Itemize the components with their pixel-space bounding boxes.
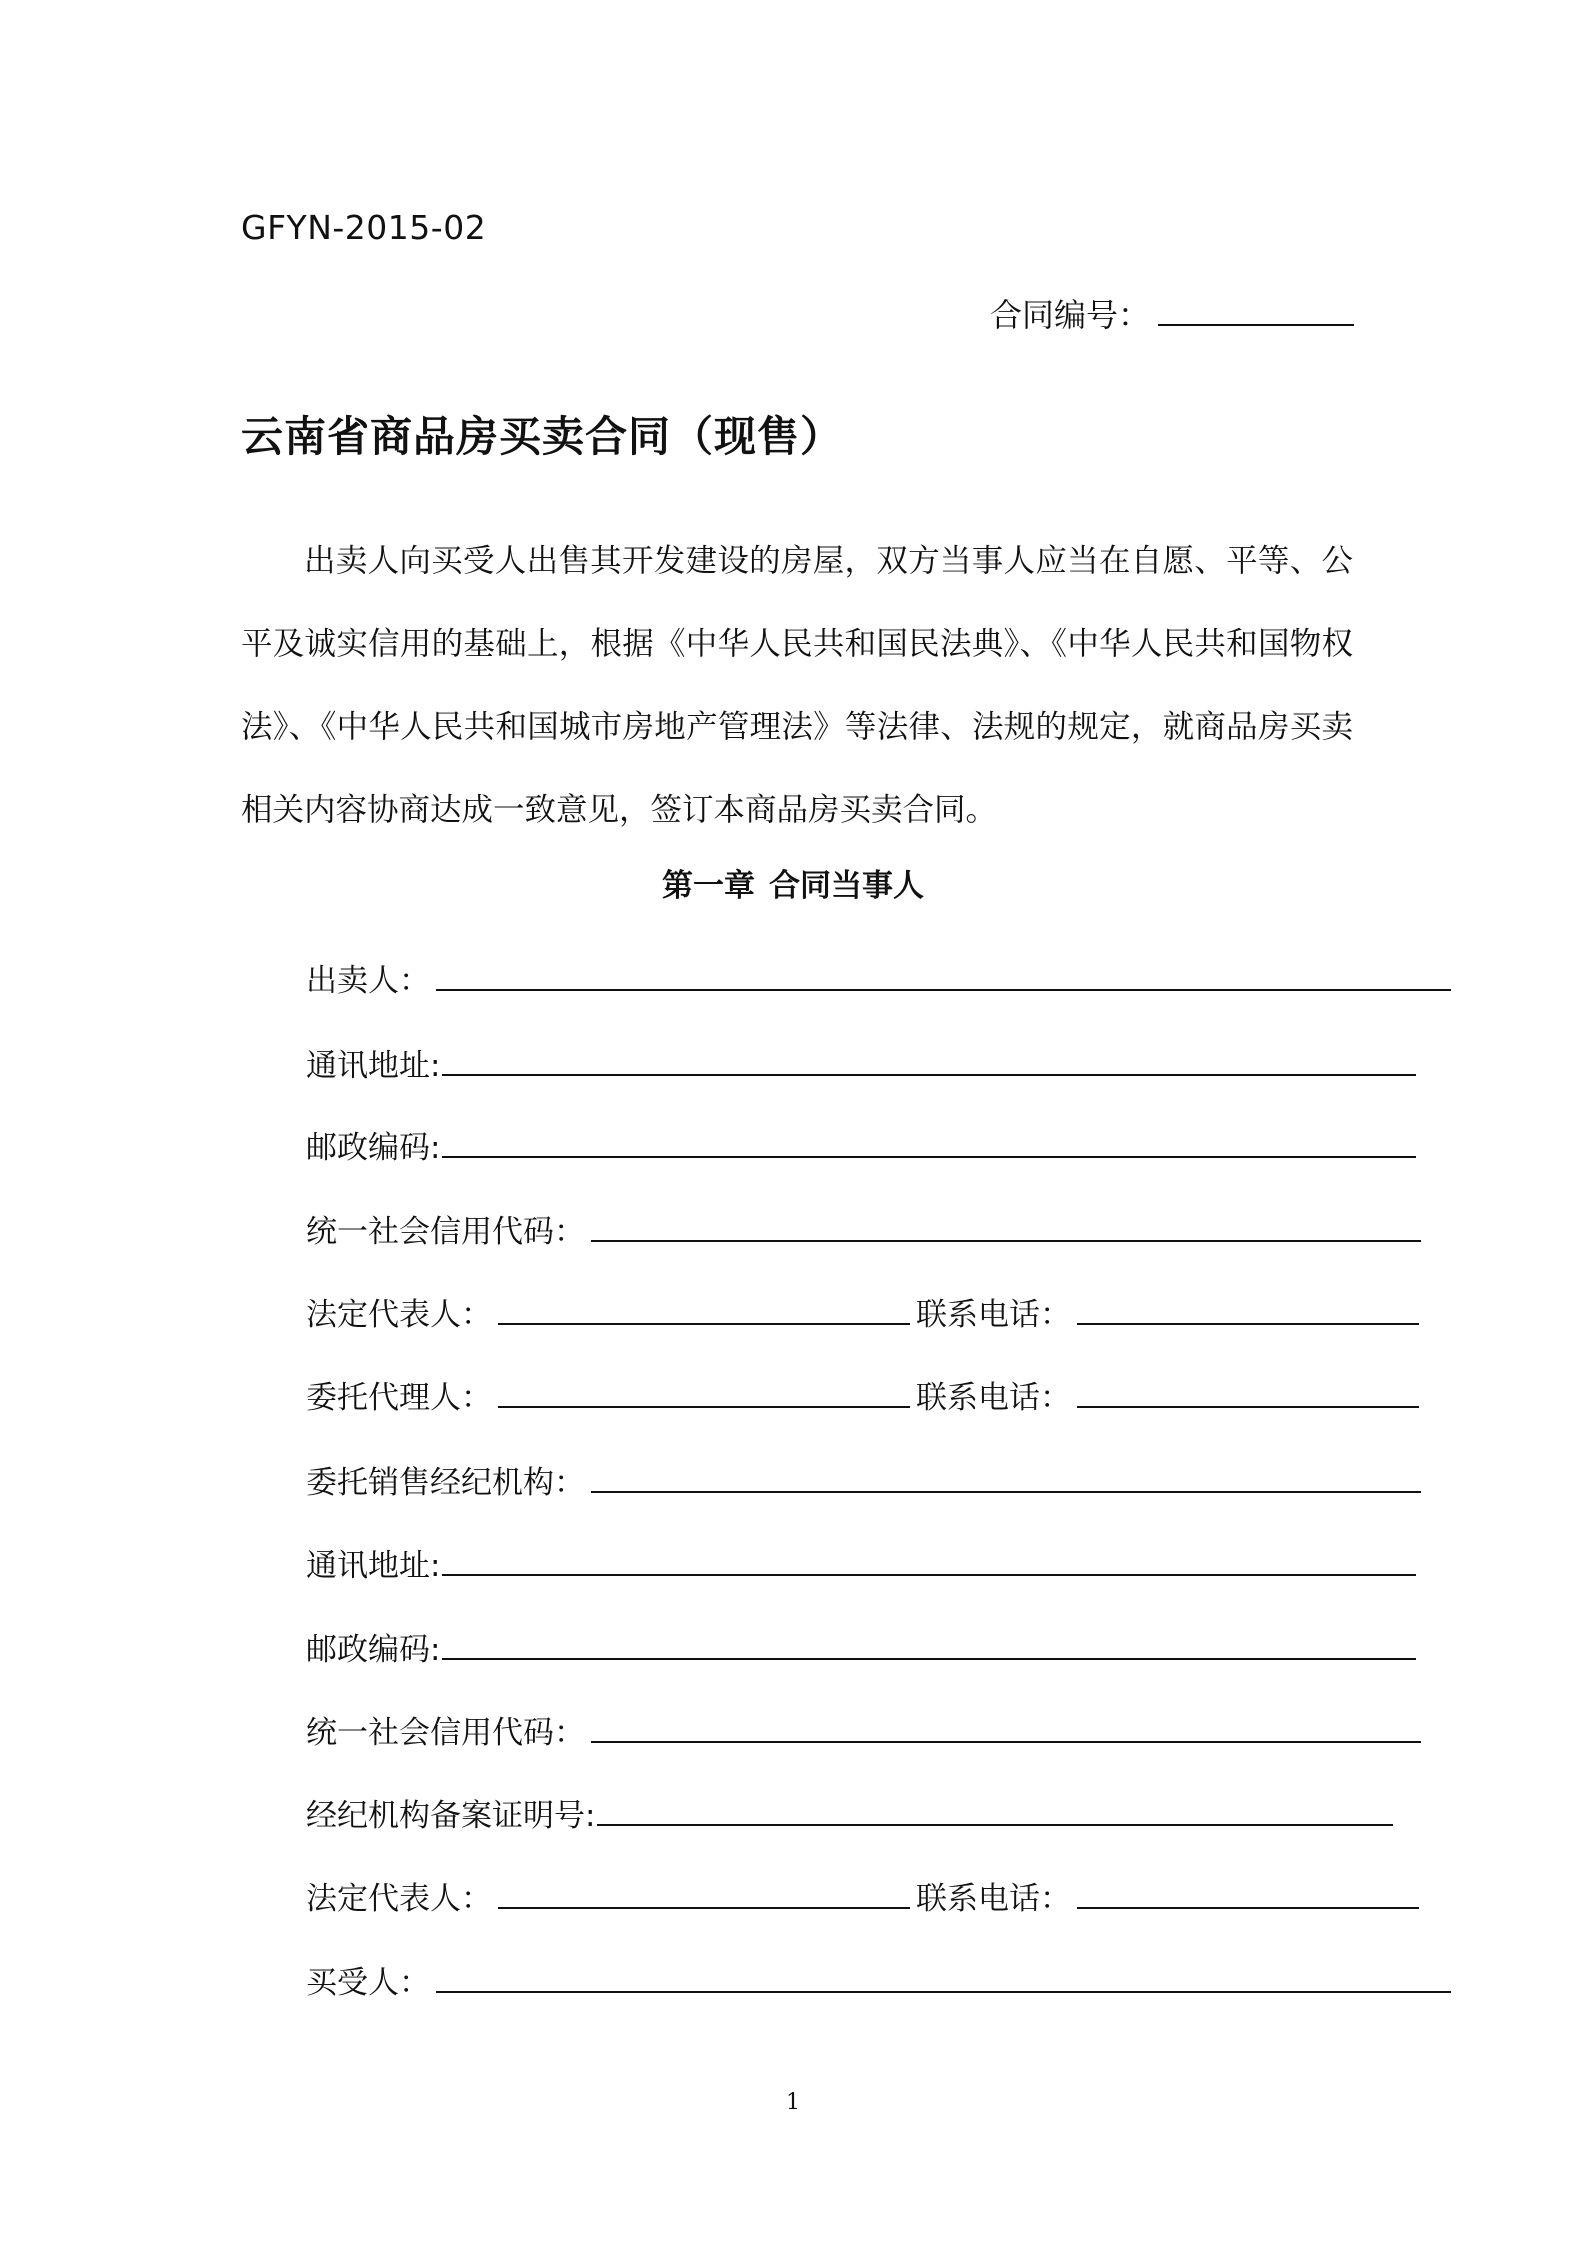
field-blank <box>436 1971 1451 1993</box>
field-blank-phone <box>1077 1303 1419 1325</box>
field-blank <box>442 1054 1416 1076</box>
field-label: 委托代理人： <box>306 1380 492 1416</box>
field-postcode-1 <box>306 1122 1416 1167</box>
field-blank <box>442 1554 1416 1576</box>
chapter-heading <box>0 860 1586 905</box>
field-blank-phone <box>1077 1887 1419 1909</box>
chapter-title: 合同当事人 <box>769 868 924 904</box>
field-blank <box>498 1303 910 1325</box>
field-label: 统一社会信用代码： <box>306 1214 585 1250</box>
field-agent <box>306 1372 1419 1417</box>
field-label: 邮政编码: <box>306 1130 441 1166</box>
field-blank <box>498 1386 910 1408</box>
contract-number-blank <box>1158 302 1354 326</box>
field-address-2 <box>306 1540 1416 1585</box>
field-blank <box>591 1471 1421 1493</box>
field-buyer <box>306 1957 1451 2002</box>
field-blank-phone <box>1077 1386 1419 1408</box>
field-postcode-2 <box>306 1624 1416 1669</box>
field-label: 邮政编码: <box>306 1632 441 1668</box>
intro-paragraph: 出卖人向买受人出售其开发建设的房屋，双方当事人应当在自愿、平等、公平及诚实信用的基础上，根据《中华人民共和国民法典》、《中华人民共和国物权法》、《中华人民共和国城市房地产管理法》等法律、法规的规定，就商品房买卖相关内容协商达成一致意见，签订本商品房买卖合同。 <box>241 543 1353 828</box>
field-blank <box>442 1638 1416 1660</box>
field-blank <box>591 1721 1421 1743</box>
field-label: 经纪机构备案证明号: <box>306 1798 596 1834</box>
document-code: GFYN-2015-02 <box>241 208 487 247</box>
field-label: 出卖人： <box>306 963 430 999</box>
field-label: 通讯地址: <box>306 1048 441 1084</box>
field-blank <box>597 1804 1393 1826</box>
contract-number-label: 合同编号： <box>990 296 1151 334</box>
field-blank <box>436 969 1451 991</box>
field-label: 法定代表人： <box>306 1297 492 1333</box>
field-label: 委托销售经纪机构： <box>306 1465 585 1501</box>
field-blank <box>591 1220 1421 1242</box>
contract-number-field <box>990 290 1354 336</box>
field-blank <box>498 1887 910 1909</box>
field-label-phone: 联系电话： <box>916 1380 1071 1416</box>
page-number: 1 <box>786 2090 800 2115</box>
field-label-phone: 联系电话： <box>916 1881 1071 1917</box>
field-blank <box>442 1136 1416 1158</box>
field-credit-code-2 <box>306 1707 1421 1752</box>
field-legal-rep-1 <box>306 1289 1419 1334</box>
field-label: 买受人： <box>306 1965 430 2001</box>
field-agency-record-no <box>306 1790 1393 1835</box>
field-seller <box>306 955 1451 1000</box>
document-title: 云南省商品房买卖合同（现售） <box>241 412 844 461</box>
field-sales-agency <box>306 1457 1421 1502</box>
field-label: 法定代表人： <box>306 1881 492 1917</box>
chapter-number: 第一章 <box>662 868 755 904</box>
field-address-1 <box>306 1040 1416 1085</box>
field-legal-rep-2 <box>306 1873 1419 1918</box>
field-label: 通讯地址: <box>306 1548 441 1584</box>
field-label: 统一社会信用代码： <box>306 1715 585 1751</box>
field-label-phone: 联系电话： <box>916 1297 1071 1333</box>
field-credit-code-1 <box>306 1206 1421 1251</box>
